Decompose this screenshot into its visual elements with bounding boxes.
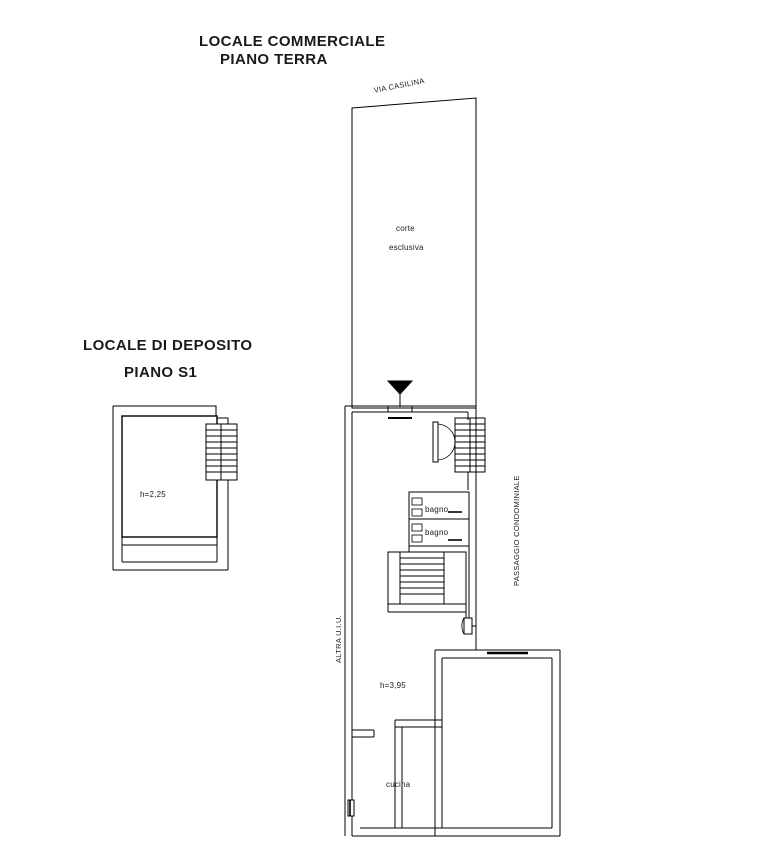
title-deposit-line1: LOCALE DI DEPOSITO <box>83 337 253 354</box>
bathroom-label-2: bagno <box>425 528 449 537</box>
other-property-label: ALTRA U.I.U. <box>334 614 343 663</box>
street-label-via-casilina: VIA CASILINA <box>373 76 426 95</box>
bathroom-label-1: bagno <box>425 505 449 514</box>
kitchen-label: cucina <box>386 780 411 789</box>
title-commercial-line2: PIANO TERRA <box>220 51 328 68</box>
courtyard-outline <box>352 98 476 408</box>
title-commercial-line1: LOCALE COMMERCIALE <box>199 33 386 50</box>
height-label-ground: h=3,95 <box>380 681 406 690</box>
title-deposit-line2: PIANO S1 <box>124 364 198 381</box>
courtyard-label-line1: corte <box>396 224 415 233</box>
passage-label-condominiale: PASSAGGIO CONDOMINIALE <box>512 475 521 586</box>
courtyard-label-line2: esclusiva <box>389 243 424 252</box>
deposit-floor-walls <box>113 406 237 570</box>
ground-floor-walls <box>345 406 560 836</box>
height-label-deposit: h=2,25 <box>140 490 166 499</box>
